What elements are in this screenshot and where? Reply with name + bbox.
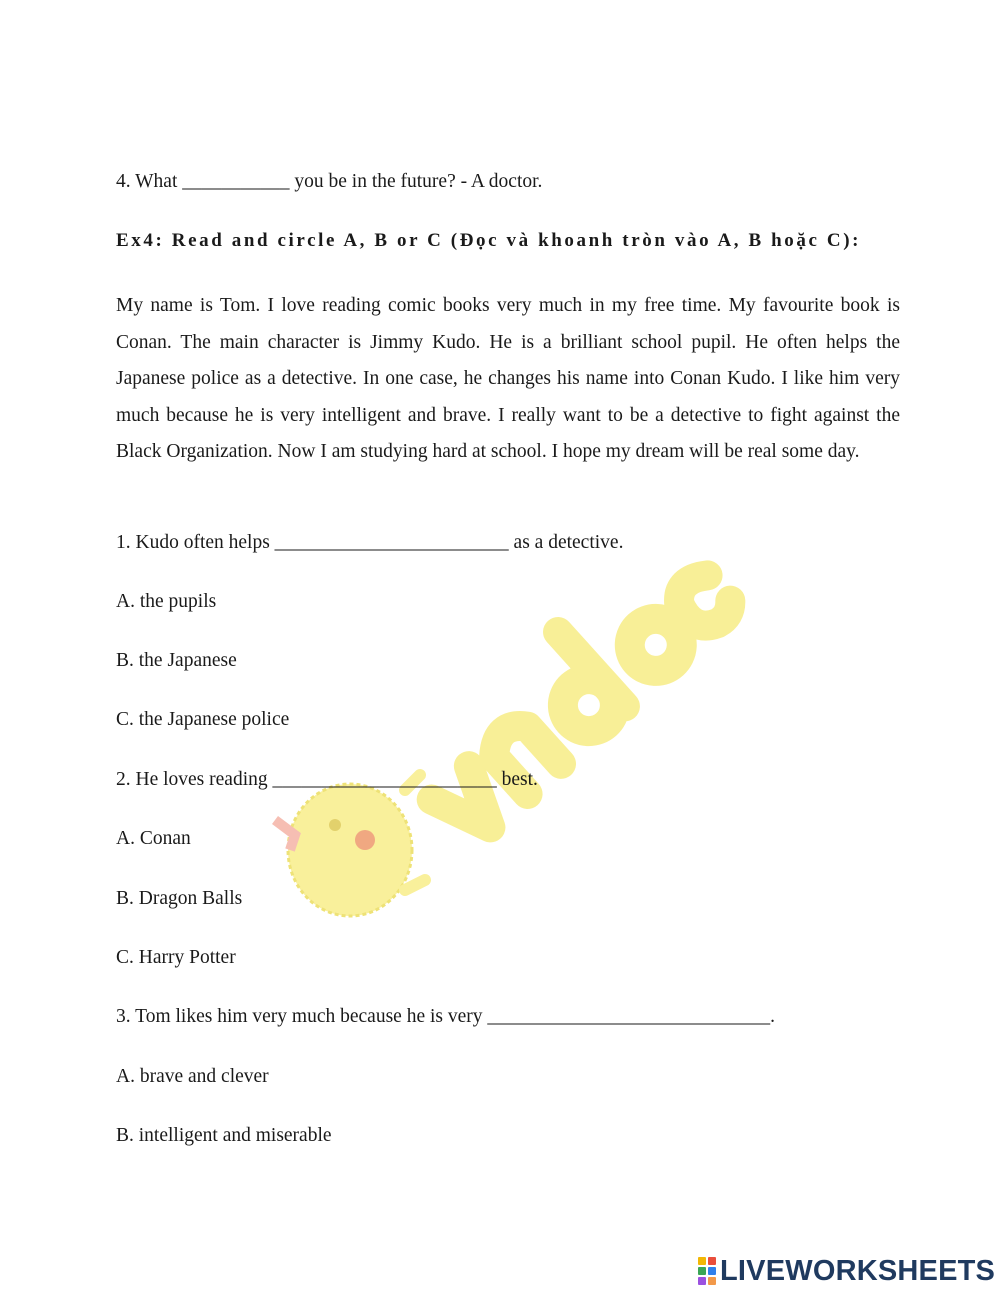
reading-passage: My name is Tom. I love reading comic books very much in my free time. My favourite book is Conan. The main character is Jimmy Kudo. He is a brilliant school pupil. He often helps the Japanese police as a detective. In one case, he changes his name into Conan Kudo. I like him very much because he is very intelligent and brave. I really want to be a detective to fight against the Black Organization. Now I am studying hard at school. I hope my dream will be real some day. (116, 295, 900, 463)
liveworksheets-brand: LIVEWORKSHEETS (720, 1254, 996, 1287)
question-3-option-a[interactable]: A. brave and clever (116, 1066, 269, 1087)
question-3-prompt: 3. Tom likes him very much because he is very _____________________________. (116, 1006, 776, 1027)
question-2-prompt: 2. He loves reading _______________________ best. (116, 769, 538, 790)
mascot-icon (275, 775, 425, 916)
question-2-option-b[interactable]: B. Dragon Balls (116, 888, 243, 909)
question-3-option-b[interactable]: B. intelligent and miserable (116, 1125, 332, 1146)
logo-square (708, 1257, 716, 1265)
question-1-option-b[interactable]: B. the Japanese (116, 650, 237, 671)
question-1-option-c[interactable]: C. the Japanese police (116, 709, 290, 730)
logo-square (708, 1267, 716, 1275)
logo-square (698, 1267, 706, 1275)
question-4-future: 4. What ___________ you be in the future? - A doctor. (116, 171, 543, 192)
vndoc-letters (405, 532, 736, 845)
exercise-heading: Ex4: Read and circle A, B or C (Đọc và khoanh tròn vào A, B hoặc C): (116, 230, 862, 251)
question-2-option-c[interactable]: C. Harry Potter (116, 947, 236, 968)
question-1-prompt: 1. Kudo often helps ________________________ as a detective. (116, 532, 624, 553)
logo-square (698, 1257, 706, 1265)
question-1-option-a[interactable]: A. the pupils (116, 591, 217, 612)
mascot-eye (329, 819, 341, 831)
logo-square (708, 1277, 716, 1285)
liveworksheets-logo-icon (698, 1257, 716, 1285)
liveworksheets-logo[interactable] (698, 1256, 995, 1286)
question-2-option-a[interactable]: A. Conan (116, 828, 191, 849)
logo-square (698, 1277, 706, 1285)
mascot-beak (355, 830, 375, 850)
mascot-body (288, 784, 412, 916)
watermark-letter-c (670, 569, 736, 636)
